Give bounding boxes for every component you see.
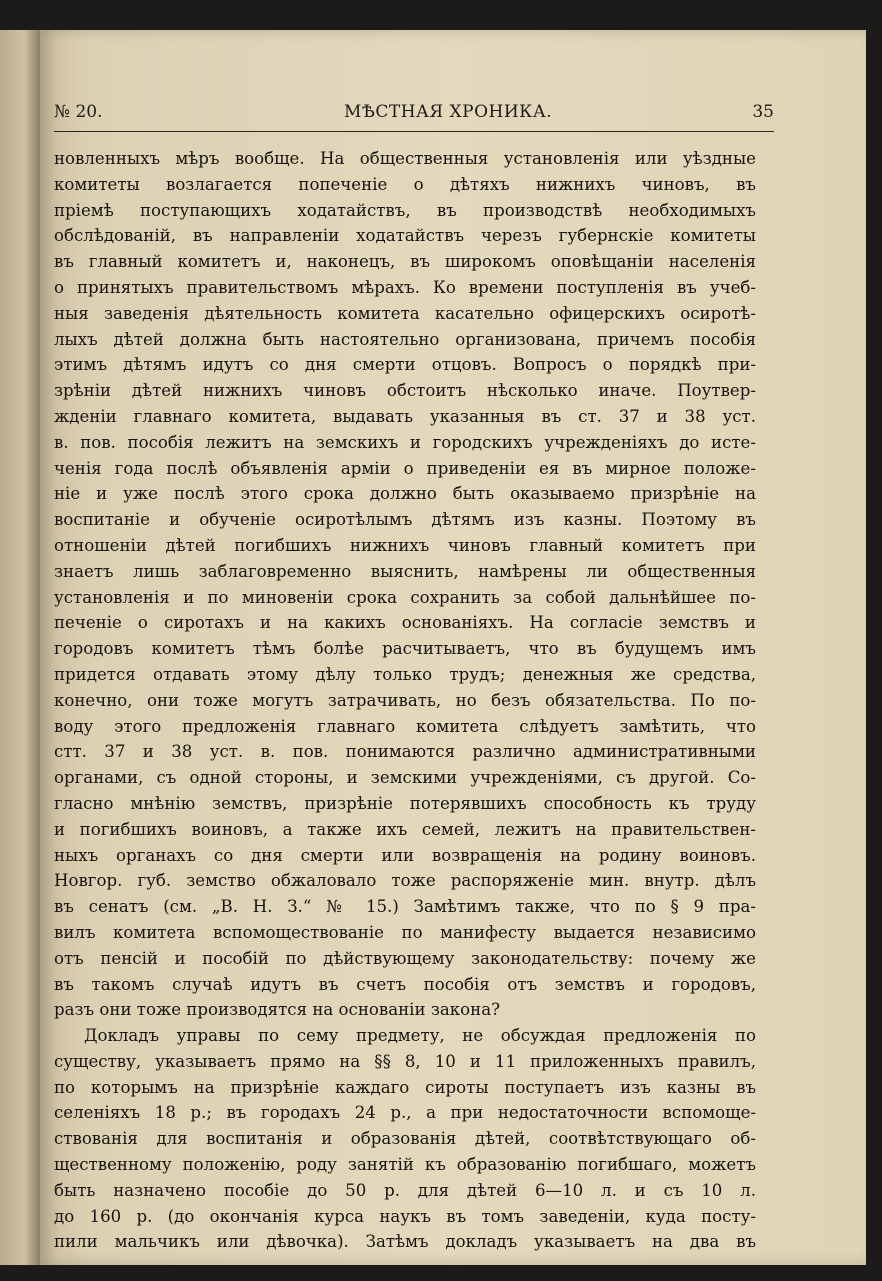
text-line: разъ они тоже производятся на основаніи закона? — [54, 1000, 500, 1020]
text-line: ныя заведенія дѣятельность комитета касательно офицерскихъ осиротѣ- — [54, 303, 756, 323]
text-line: стт. 37 и 38 уст. в. пов. понимаются различно административными — [54, 742, 756, 762]
text-line: въ главный комитетъ и, наконецъ, въ широкомъ оповѣщаніи населенія — [54, 252, 756, 272]
text-line: зрѣніи дѣтей нижнихъ чиновъ обстоитъ нѣсколько иначе. Поутвер- — [54, 381, 756, 401]
text-line: установленія и по миновеніи срока сохранить за собой дальнѣйшее по- — [54, 587, 756, 607]
text-line: воспитаніе и обученіе осиротѣлымъ дѣтямъ изъ казны. Поэтому въ — [54, 510, 756, 530]
book-page — [40, 30, 866, 1265]
text-line: въ такомъ случаѣ идутъ въ счетъ пособія отъ земствъ и городовъ, — [54, 974, 756, 994]
text-line: ніе и уже послѣ этого срока должно быть оказываемо призрѣніе на — [54, 484, 756, 504]
body-text — [54, 146, 756, 1255]
text-line: отношеніи дѣтей погибшихъ нижнихъ чиновъ главный комитетъ при — [54, 535, 756, 555]
text-line: пили мальчикъ или дѣвочка). Затѣмъ докладъ указываетъ на два въ — [54, 1232, 756, 1252]
page-number: 35 — [752, 102, 774, 122]
text-line: селеніяхъ 18 р.; въ городахъ 24 р., а при недостаточности вспомоще- — [54, 1103, 756, 1123]
section-title: МѢСТНАЯ ХРОНИКА. — [344, 102, 553, 122]
text-line: ствованія для воспитанія и образованія дѣтей, соотвѣтствующаго об- — [54, 1129, 756, 1149]
text-line: о принятыхъ правительствомъ мѣрахъ. Ко времени поступленія въ учеб- — [54, 277, 756, 297]
text-line: существу, указываетъ прямо на §§ 8, 10 и 11 приложенныхъ правилъ, — [54, 1051, 756, 1071]
text-line: печеніе о сиротахъ и на какихъ основаніяхъ. На согласіе земствъ и — [54, 613, 756, 633]
text-line: быть назначено пособіе до 50 р. для дѣтей 6—10 л. и съ 10 л. — [54, 1180, 756, 1200]
text-line: въ сенатъ (см. „В. Н. З.“ № 15.) Замѣтимъ также, что по § 9 пра- — [54, 897, 756, 917]
text-line: пріемѣ поступающихъ ходатайствъ, въ производствѣ необходимыхъ — [54, 200, 756, 220]
text-line: и погибшихъ воиновъ, а также ихъ семей, лежитъ на правительствен- — [54, 819, 756, 839]
text-line: ныхъ органахъ со дня смерти или возвращенія на родину воиновъ. — [54, 845, 756, 865]
text-line: комитеты возлагается попеченіе о дѣтяхъ нижнихъ чиновъ, въ — [54, 174, 756, 194]
text-line: лыхъ дѣтей должна быть настоятельно организована, причемъ пособія — [54, 329, 756, 349]
issue-number: № 20. — [54, 102, 103, 122]
text-line: вилъ комитета вспомоществованіе по манифесту выдается независимо — [54, 922, 756, 942]
text-line: этимъ дѣтямъ идутъ со дня смерти отцовъ. Вопросъ о порядкѣ при- — [54, 355, 756, 375]
text-line: щественному положенію, роду занятій къ образованію погибшаго, можетъ — [54, 1155, 756, 1175]
text-line: ченія года послѣ объявленія арміи о приведеніи ея въ мирное положе- — [54, 458, 756, 478]
text-line: знаетъ лишь заблаговременно выяснить, намѣрены ли общественныя — [54, 561, 756, 581]
text-line: придется отдавать этому дѣлу только трудъ; денежныя же средства, — [54, 664, 756, 684]
previous-page-edge — [0, 30, 40, 1265]
running-header — [54, 102, 774, 130]
text-line: в. пов. пособія лежитъ на земскихъ и городскихъ учрежденіяхъ до истe- — [54, 432, 756, 452]
text-line: отъ пенсій и пособій по дѣйствующему законодательству: почему же — [54, 948, 756, 968]
text-line: Новгор. губ. земство обжаловало тоже распоряженіе мин. внутр. дѣлъ — [54, 871, 756, 891]
text-line: конечно, они тоже могутъ затрачивать, но безъ обязательства. По по- — [54, 690, 756, 710]
text-line: воду этого предложенія главнаго комитета слѣдуетъ замѣтить, что — [54, 716, 756, 736]
text-line: жденіи главнаго комитета, выдавать указанныя въ ст. 37 и 38 уст. — [54, 406, 756, 426]
text-line: до 160 р. (до окончанія курса наукъ въ томъ заведеніи, куда посту- — [54, 1206, 756, 1226]
text-line: гласно мнѣнію земствъ, призрѣніе потерявшихъ способность къ труду — [54, 793, 756, 813]
text-line: Докладъ управы по сему предмету, не обсуждая предложенія по — [84, 1026, 756, 1046]
text-line: органами, съ одной стороны, и земскими учрежденіями, съ другой. Со- — [54, 768, 756, 788]
text-line: новленныхъ мѣръ вообще. На общественныя установленія или уѣздные — [54, 149, 756, 168]
text-line: по которымъ на призрѣніе каждаго сироты поступаетъ изъ казны въ — [54, 1077, 756, 1097]
header-rule — [54, 131, 774, 132]
text-line: обслѣдованій, въ направленіи ходатайствъ черезъ губернскіе комитеты — [54, 226, 756, 246]
text-line: городовъ комитетъ тѣмъ болѣе расчитываетъ, что въ будущемъ имъ — [54, 639, 756, 659]
